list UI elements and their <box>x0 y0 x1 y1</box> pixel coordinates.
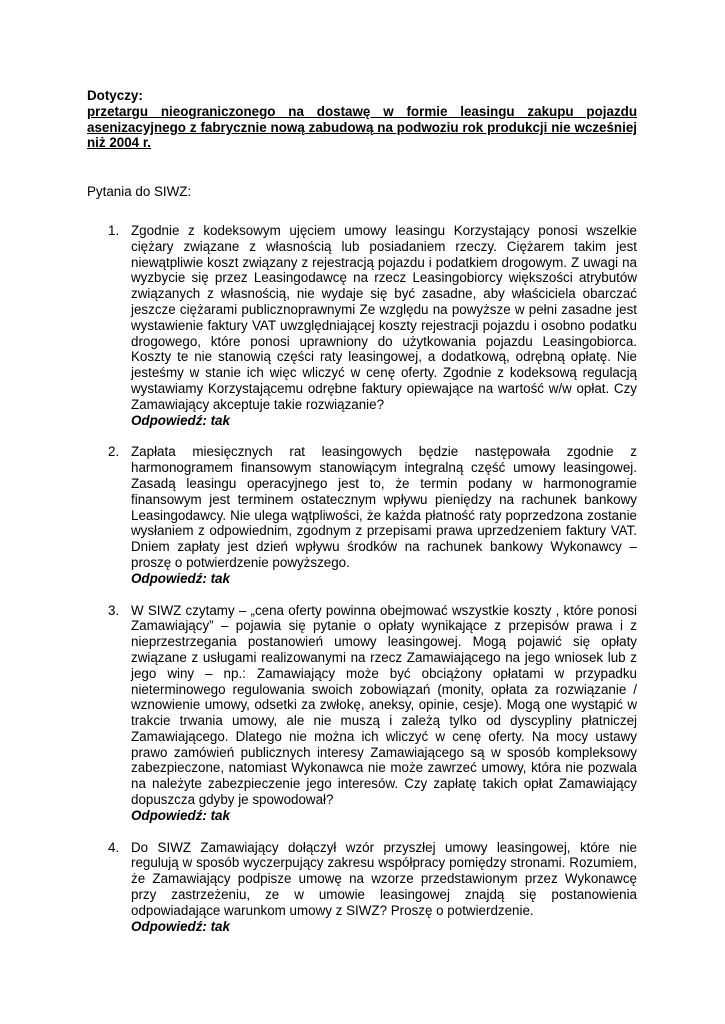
question-text: Zapłata miesięcznych rat leasingowych będzie następowała zgodnie z harmonogramem finansowym stanowiącym integralną część umowy leasingowej. Zasadą leasingu operacyjnego jest to, że termin podany w harmonogramie finansowym jest terminem ostatecznym wpływu pieniędzy na rachunek bankowy Leasingodawcy. Nie ulega wątpliwości, że każda płatność raty poprzedzona zostanie wysłaniem z odpowiednim, zgodnym z przepisami prawa uprzedzeniem faktury VAT. Dniem zapłaty jest dzień wpływu środków na rachunek bankowy Wykonawcy – proszę o potwierdzenie powyższego. <box>131 444 637 570</box>
question-text: Zgodnie z kodeksowym ujęciem umowy leasingu Korzystający ponosi wszelkie ciężary związane z własnością lub posiadaniem rzeczy. Ciężarem takim jest niewątpliwie koszt związany z rejestracją pojazdu i podatkiem drogowym. Z uwagi na wyzbycie się przez Leasingodawcę na rzecz Leasingobiorcy większości atrybutów związanych z własnością, nie wydaje się być zasadne, aby właściciela obarczać jeszcze ciężarami publicznoprawnymi Ze względu na powyższe w pełni zasadne jest wystawienie faktury VAT uwzględniającej koszty rejestracji pojazdu i osobno podatku drogowego, które ponosi uprawniony do użytkowania pojazdu Leasingobiorca. Koszty te nie stanowią części raty leasingowej, a dodatkową, odrębną opłatę. Nie jesteśmy w stanie ich więc wliczyć w cenę oferty. Zgodnie z kodeksową regulacją wystawiamy Korzystającemu odrębne faktury opiewające na wartość w/w opłat. Czy Zamawiający akceptuje takie rozwiązanie? <box>131 222 637 412</box>
question-number: 2. <box>108 444 120 460</box>
subject-label: Dotyczy: <box>87 88 143 103</box>
question-number: 1. <box>108 222 120 238</box>
question-answer: Odpowiedź: tak <box>131 918 230 934</box>
question-item <box>87 223 637 428</box>
question-text: Do SIWZ Zamawiający dołączył wzór przyszłej umowy leasingowej, które nie regulują w sposób wyczerpujący zakresu współpracy pomiędzy stronami. Rozumiem, że Zamawiający podpisze umowę na wzorze przedstawionym przez Wykonawcę przy zastrzeżeniu, ze w umowie leasingowej znajdą się postanowienia odpowiadające warunkom umowy z SIWZ? Proszę o potwierdzenie. <box>131 839 637 918</box>
question-answer: Odpowiedź: tak <box>131 412 230 428</box>
subject-text: przetargu nieograniczonego na dostawę w formie leasingu zakupu pojazdu asenizacyjnego z fabrycznie nową zabudową na podwoziu rok produkcji nie wcześniej niż 2004 r. <box>87 103 637 151</box>
question-item <box>87 840 637 935</box>
questions-list <box>87 223 637 934</box>
document-page <box>87 88 637 950</box>
question-item <box>87 603 637 824</box>
question-item <box>87 444 637 586</box>
question-answer: Odpowiedź: tak <box>131 570 230 586</box>
question-number: 4. <box>108 839 120 855</box>
questions-intro: Pytania do SIWZ: <box>87 184 192 200</box>
question-answer: Odpowiedź: tak <box>131 807 230 823</box>
question-number: 3. <box>108 602 120 618</box>
question-text: W SIWZ czytamy – „cena oferty powinna obejmować wszystkie koszty , które ponosi Zamawiający” – pojawia się pytanie o opłaty wynikające z przepisów prawa i z nieprzestrzegania postanowień umowy leasingowej. Mogą pojawić się opłaty związane z usługami realizowanymi na rzecz Zamawiającego na jego wniosek lub z jego winy – np.: Zamawiający może być obciążony opłatami w przypadku nieterminowego regulowania swoich zobowiązań (monity, opłata za rozwiązanie / wznowienie umowy, odsetki za zwłokę, aneksy, opinie, cesje). Mogą one wystąpić w trakcie trwania umowy, ale nie muszą i zależą tylko od dyscypliny płatniczej Zamawiającego. Dlatego nie można ich wliczyć w cenę oferty. Na mocy ustawy prawo zamówień publicznych interesy Zamawiającego są w sposób kompleksowy zabezpieczone, natomiast Wykonawca nie może zawrzeć umowy, która nie pozwala na należyte zabezpieczenie jego interesów. Czy zapłatę takich opłat Zamawiający dopuszcza gdyby je spowodował? <box>131 602 637 808</box>
